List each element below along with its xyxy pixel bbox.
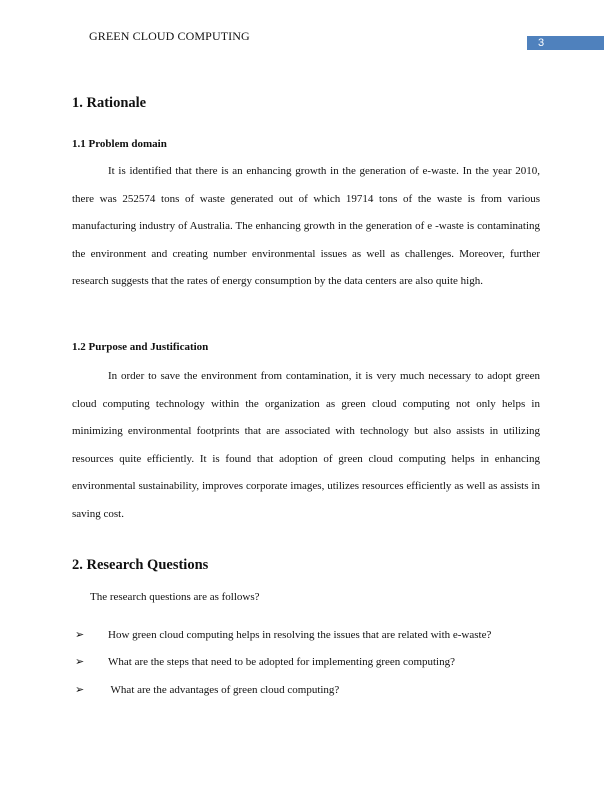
list-item: ➢ How green cloud computing helps in resolving the issues that are related with e-waste? [75,629,492,641]
running-header: GREEN CLOUD COMPUTING [89,29,250,43]
heading-rationale: 1. Rationale [72,95,147,111]
arrow-bullet-icon: ➢ [75,684,85,696]
research-intro: The research questions are as follows? [90,591,260,603]
arrow-bullet-icon: ➢ [75,629,85,641]
paragraph-purpose: In order to save the environment from contamination, it is very much necessary to adopt green cloud computing technology within the organization as green cloud computing not only helps in minimizing environmental footprints that are associated with technology but also assists in utilizing resources quite efficiently. It is found that adoption of green cloud computing helps in enhancing environmental sustainability, improves corporate images, utilizes resources efficiently as well as assists in saving cost. [72,370,540,520]
heading-problem-domain: 1.1 Problem domain [72,138,167,150]
heading-purpose: 1.2 Purpose and Justification [72,341,209,353]
page-number: 3 [527,36,604,50]
list-item: ➢ What are the advantages of green cloud computing? [75,684,340,696]
heading-research-questions: 2. Research Questions [72,557,209,573]
arrow-bullet-icon: ➢ [75,656,85,668]
paragraph-problem-domain: It is identified that there is an enhancing growth in the generation of e-waste. In the year 2010, there was 252574 tons of waste generated out of which 19714 tons of the waste is from various manufacturing industry of Australia. The enhancing growth in the generation of e -waste is contaminating the environment and creating number environmental issues as well as challenges. Moreover, further research suggests that the rates of energy consumption by the data centers are also quite high. [72,165,540,287]
list-item: ➢ What are the steps that need to be adopted for implementing green computing? [75,656,455,668]
